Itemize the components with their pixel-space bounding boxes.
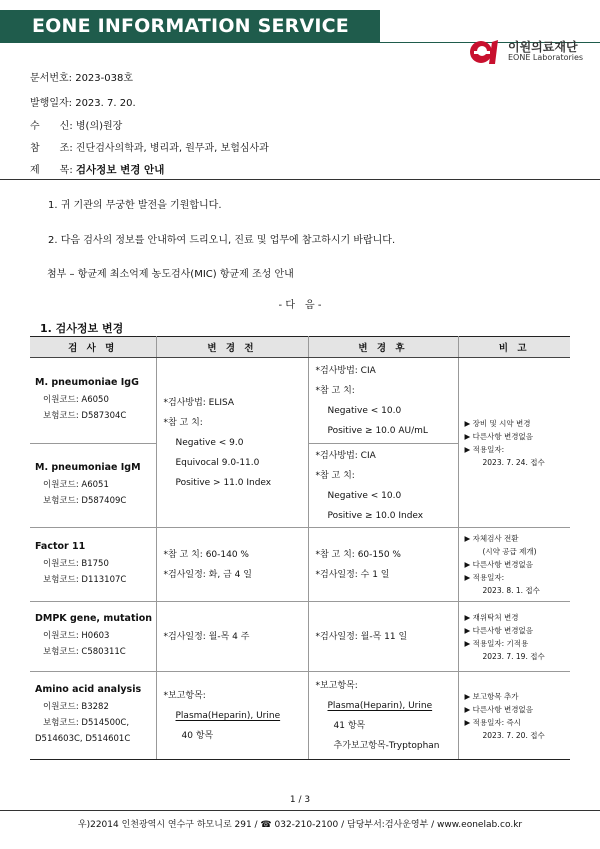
remark-line: (시약 공급 제개) [482,547,537,556]
remarks-cell [458,602,570,672]
page-number: 1 / 3 [289,795,311,805]
remark-line: ▶ 다른사항 변경없음 [464,704,533,714]
remark-line: ▶ 적용일자: 즉시 [464,717,522,727]
banner [0,10,380,42]
header-remarks: 비 고 [458,337,570,358]
subject [30,161,164,177]
eone-logo-icon [468,36,504,66]
before-line: Negative < 9.0 [175,437,244,448]
before-line: Plasma(Heparin), Urine [175,710,281,721]
insurance-code: 보험코드: D587409C [43,496,127,506]
before-line: 40 항목 [181,730,214,741]
insurance-code-continued: D514603C, D514601C [35,734,131,744]
table-row [30,528,570,602]
after-cell [308,358,458,444]
eone-code: 이원코드: A6050 [43,395,109,405]
doc-number-label: 문서번호: [30,73,73,84]
after-cell [308,672,458,760]
remark-line: ▶ 보고항목 추가 [464,691,519,701]
before-line: *검사방법: ELISA [163,397,235,408]
test-name-cell [30,444,156,528]
header-test-name: 검 사 명 [30,337,156,358]
after-cell [308,602,458,672]
header-separator [0,179,600,180]
after-line: *검사방법: CIA [315,450,376,461]
recipient-label: 수 신: [30,121,73,132]
after-line: *참 고 치: [315,385,355,396]
header-before: 변 경 전 [156,337,308,358]
eone-code: 이원코드: H0603 [43,631,110,641]
logo [468,36,588,66]
insurance-code: 보험코드: D587304C [43,411,127,421]
insurance-code: 보험코드: D514500C, [43,718,130,728]
remark-line: ▶ 재위탁처 변경 [464,612,519,622]
remark-line: 2023. 8. 1. 접수 [482,586,540,595]
test-name: Amino acid analysis [35,684,142,695]
section-title: 1. 검사정보 변경 [40,322,124,335]
remark-line: ▶ 적용일자: [464,573,505,582]
remark-line: 2023. 7. 24. 접수 [482,457,545,467]
remark-line: ▶ 다른사항 변경없음 [464,560,533,569]
recipient [30,117,122,132]
table-row [30,358,570,444]
test-name-cell [30,602,156,672]
after-cell [308,444,458,528]
da-eum-heading: - 다 음 - [278,300,322,311]
after-line: Positive ≥ 10.0 AU/mL [327,425,428,436]
test-info-table [30,336,570,760]
test-name: DMPK gene, mutation [35,613,153,624]
reference-value: 진단검사의학과, 병리과, 원무과, 보험심사과 [75,143,269,154]
table-row [30,672,570,760]
before-cell [156,528,308,602]
subject-value: 검사정보 변경 안내 [75,164,165,176]
logo-name: 이원의료재단 [508,40,578,54]
paragraph-2: 2. 다음 검사의 정보를 안내하여 드리오니, 진료 및 업무에 참고하시기 바랍니다. [48,235,396,246]
reference-label: 참 조: [30,143,73,154]
before-line: *참 고 치: 60-140 % [163,549,249,560]
header [0,0,600,80]
after-line: *참 고 치: [315,470,355,481]
remark-line: ▶ 적용일자: [464,444,505,454]
footer-address: 우)22014 인천광역시 연수구 하모니로 291 / ☎ 032-210-2100 / 담당부서:검사운영부 / www.eonelab.co.kr [77,820,523,830]
eone-code: 이원코드: B3282 [43,702,109,712]
table-header-row [30,337,570,358]
after-line: Plasma(Heparin), Urine [327,700,433,711]
subject-label: 제 목: [30,165,73,176]
issue-date [30,94,136,109]
remark-line: ▶ 자체검사 전환 [464,534,519,543]
remark-line: ▶ 장비 및 시약 변경 [464,418,531,428]
test-name: Factor 11 [35,541,86,552]
remark-line: 2023. 7. 20. 접수 [482,730,545,740]
before-line: Positive > 11.0 Index [175,477,272,488]
before-cell [156,672,308,760]
test-name: M. pneumoniae IgG [35,377,139,388]
paragraph-1: 1. 귀 기관의 무궁한 발전을 기원합니다. [48,200,222,211]
after-line: *검사일정: 월-목 11 일 [315,631,408,642]
banner-title: EONE INFORMATION SERVICE [32,15,349,37]
remark-line: ▶ 다른사항 변경없음 [464,431,533,441]
header-after: 변 경 후 [308,337,458,358]
before-line: *보고항목: [163,690,206,701]
test-name-cell [30,358,156,444]
reference [30,139,269,154]
before-line: *검사일정: 화, 금 4 일 [163,569,252,580]
recipient-value: 병(의)원장 [75,121,123,132]
after-line: *보고항목: [315,680,358,691]
after-line: *참 고 치: 60-150 % [315,549,401,560]
after-line: Negative < 10.0 [327,490,402,501]
before-line: *검사일정: 월-목 4 주 [163,631,250,642]
test-name-cell [30,672,156,760]
before-line: *참 고 치: [163,417,203,428]
table-row [30,602,570,672]
doc-number-value: 2023-038호 [75,73,134,84]
after-line: Positive ≥ 10.0 Index [327,510,424,521]
doc-number [30,69,133,84]
remark-line: ▶ 적용일자: 기적용 [464,638,529,648]
insurance-code: 보험코드: D113107C [43,575,127,585]
after-cell [308,528,458,602]
issue-date-label: 발행일자: [30,98,73,109]
footer-divider [0,810,600,811]
after-line: 추가보고항목-Tryptophan [333,740,440,751]
test-name: M. pneumoniae IgM [35,462,141,473]
remarks-cell [458,358,570,528]
issue-date-value: 2023. 7. 20. [75,98,136,109]
before-cell [156,358,308,528]
after-line: 41 항목 [333,720,366,731]
test-name-cell [30,528,156,602]
before-cell [156,602,308,672]
insurance-code: 보험코드: C580311C [43,647,126,657]
after-line: Negative < 10.0 [327,405,402,416]
logo-subtitle: EONE Laboratories [508,53,584,62]
remarks-cell [458,528,570,602]
remark-line: 2023. 7. 19. 접수 [482,651,545,661]
eone-code: 이원코드: B1750 [43,559,109,569]
remarks-cell [458,672,570,760]
before-line: Equivocal 9.0-11.0 [175,457,260,468]
eone-code: 이원코드: A6051 [43,480,109,490]
after-line: *검사방법: CIA [315,365,376,376]
attachment-note: 첨부 – 항균제 최소억제 농도검사(MIC) 항균제 조성 안내 [47,269,294,280]
after-line: *검사일정: 수 1 일 [315,569,390,580]
remark-line: ▶ 다른사항 변경없음 [464,625,533,635]
